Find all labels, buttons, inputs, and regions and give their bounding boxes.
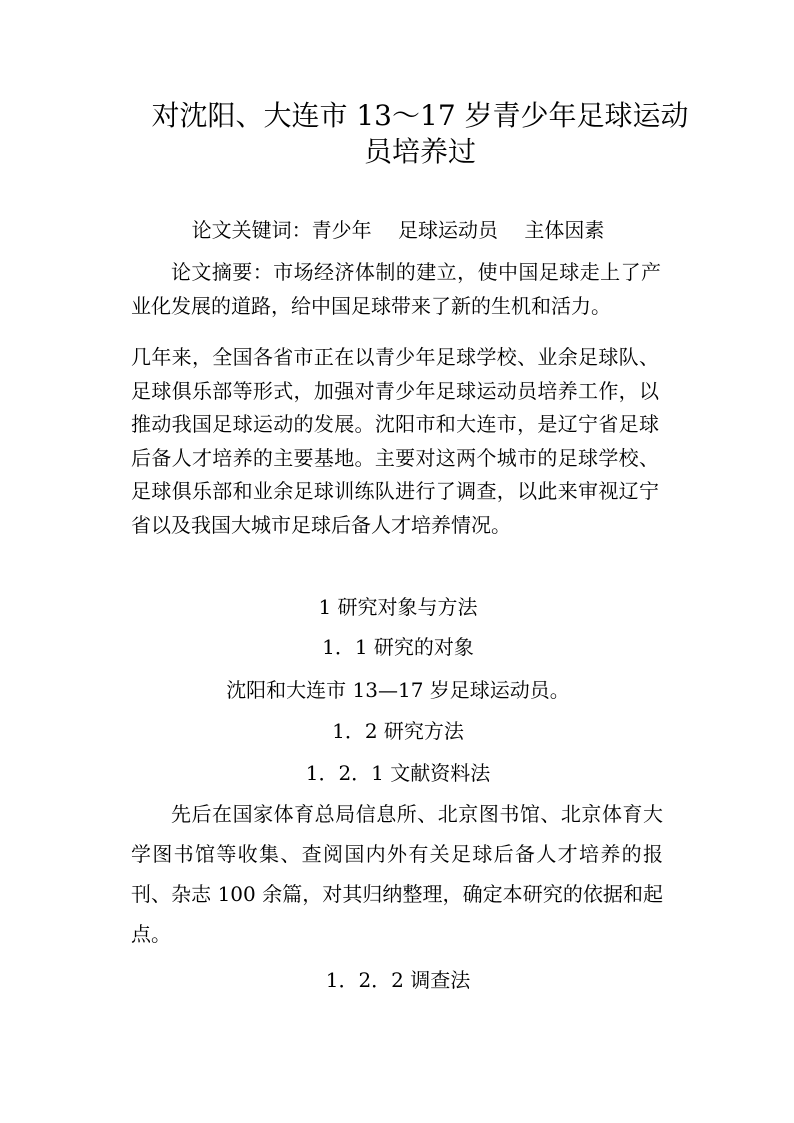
section-heading-1-1: 1．1 研究的对象 bbox=[322, 635, 474, 659]
section-heading-1-2-2: 1．2．2 调查法 bbox=[325, 968, 471, 992]
section-heading-1-2: 1．2 研究方法 bbox=[332, 719, 464, 743]
section-heading-1: 1 研究对象与方法 bbox=[318, 595, 478, 619]
paper-title: 对沈阳、大连市 13～17 岁青少年足球运动员培养过 bbox=[151, 99, 689, 168]
section-1-2-1-text: 先后在国家体育总局信息所、北京图书馆、北京体育大学图书馆等收集、查阅国内外有关足球后备人才培养的报刊、杂志 100 余篇，对其归纳整理，确定本研究的依据和起点。 bbox=[131, 802, 663, 946]
section-1-1-text: 沈阳和大连市 13—17 岁足球运动员。 bbox=[226, 678, 570, 702]
keywords-line: 论文关键词：青少年 足球运动员 主体因素 bbox=[191, 218, 605, 242]
abstract-paragraph-1: 论文摘要：市场经济体制的建立，使中国足球走上了产业化发展的道路，给中国足球带来了新的生机和活力。 bbox=[131, 260, 661, 318]
abstract-paragraph-2: 几年来，全国各省市正在以青少年足球学校、业余足球队、足球俱乐部等形式，加强对青少年足球运动员培养工作，以推动我国足球运动的发展。沈阳市和大连市，是辽宁省足球后备人才培养的主要基地。主要对这两个城市的足球学校、足球俱乐部和业余足球训练队进行了调查，以此来审视辽宁省以及我国大城市足球后备人才培养情况。 bbox=[131, 345, 659, 537]
section-heading-1-2-1: 1．2．1 文献资料法 bbox=[305, 761, 491, 785]
